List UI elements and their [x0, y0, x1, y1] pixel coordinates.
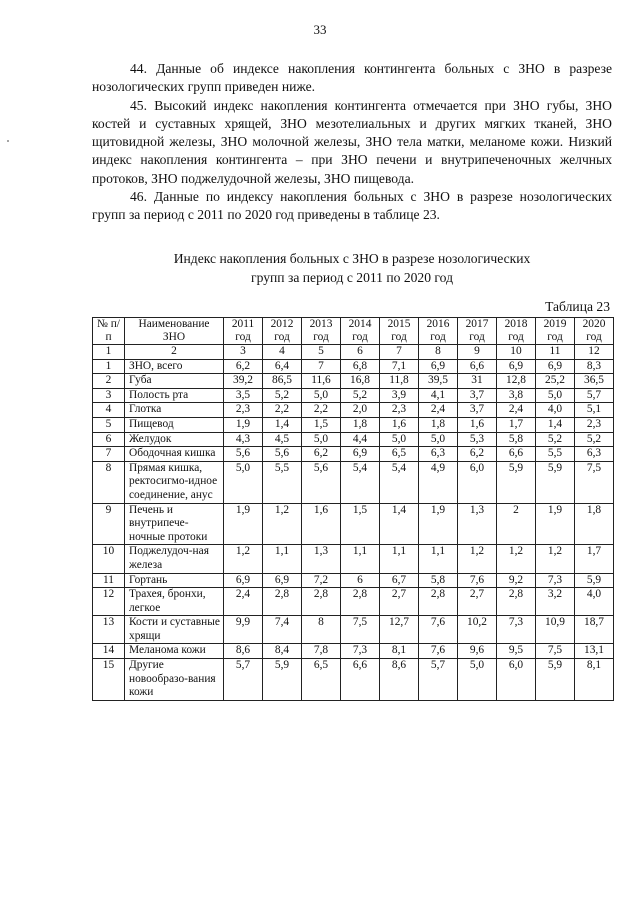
index-value-cell: 6,2 [458, 447, 497, 462]
index-value-cell: 6,0 [458, 461, 497, 503]
index-value-cell: 1,9 [419, 503, 458, 545]
index-value-cell: 7,5 [575, 461, 614, 503]
body-text [92, 60, 612, 225]
paragraph-44: 44. Данные об индексе накопления контингента больных с ЗНО в разрезе нозологических групп приведен ниже. [92, 61, 612, 95]
index-value-cell: 6,2 [302, 447, 341, 462]
table-row [93, 374, 614, 389]
neoplasm-name-cell: Прямая кишка, ректосигмо-идное соединение, анус [125, 461, 224, 503]
index-value-cell: 8,1 [575, 659, 614, 701]
index-value-cell: 5,7 [419, 659, 458, 701]
table-row [93, 573, 614, 588]
row-number-cell: 4 [93, 403, 125, 418]
row-number-cell: 15 [93, 659, 125, 701]
index-value-cell: 1,6 [458, 417, 497, 432]
row-number-cell: 5 [93, 417, 125, 432]
index-value-cell: 5,0 [458, 659, 497, 701]
table-row [93, 545, 614, 573]
column-header: 2014 год [341, 318, 380, 345]
column-number-cell: 8 [419, 345, 458, 360]
index-value-cell: 1,9 [536, 503, 575, 545]
column-number-cell: 9 [458, 345, 497, 360]
index-value-cell: 8,1 [380, 644, 419, 659]
index-value-cell: 11,6 [302, 374, 341, 389]
index-value-cell: 10,9 [536, 616, 575, 644]
index-value-cell: 1,5 [341, 503, 380, 545]
index-value-cell: 7,5 [536, 644, 575, 659]
index-value-cell: 5,9 [536, 659, 575, 701]
column-header: 2018 год [497, 318, 536, 345]
scan-speck [7, 140, 9, 142]
index-value-cell: 7,3 [536, 573, 575, 588]
index-value-cell: 7,4 [263, 616, 302, 644]
column-number-row [93, 345, 614, 360]
index-value-cell: 7,6 [458, 573, 497, 588]
index-value-cell: 1,7 [575, 545, 614, 573]
index-value-cell: 6,8 [341, 359, 380, 374]
neoplasm-name-cell: Глотка [125, 403, 224, 418]
index-value-cell: 5,6 [302, 461, 341, 503]
index-value-cell: 5,4 [380, 461, 419, 503]
index-value-cell: 2,8 [302, 588, 341, 616]
index-value-cell: 3,7 [458, 403, 497, 418]
table-label: Таблица 23 [545, 299, 610, 314]
column-header: 2019 год [536, 318, 575, 345]
index-value-cell: 1,9 [224, 503, 263, 545]
data-table [92, 317, 614, 701]
column-header: 2011 год [224, 318, 263, 345]
table-row [93, 503, 614, 545]
index-value-cell: 4,4 [341, 432, 380, 447]
index-value-cell: 4,0 [536, 403, 575, 418]
index-value-cell: 2,7 [380, 588, 419, 616]
index-value-cell: 11,8 [380, 374, 419, 389]
index-value-cell: 8,3 [575, 359, 614, 374]
index-value-cell: 1,1 [263, 545, 302, 573]
index-value-cell: 9,9 [224, 616, 263, 644]
index-value-cell: 7 [302, 359, 341, 374]
index-value-cell: 7,8 [302, 644, 341, 659]
index-value-cell: 6,9 [419, 359, 458, 374]
column-header: 2016 год [419, 318, 458, 345]
table-header-row [93, 318, 614, 345]
index-value-cell: 1,1 [380, 545, 419, 573]
index-value-cell: 6,5 [302, 659, 341, 701]
index-value-cell: 2,3 [224, 403, 263, 418]
column-number-cell: 12 [575, 345, 614, 360]
table-body [93, 345, 614, 701]
index-value-cell: 5,2 [263, 388, 302, 403]
index-value-cell: 1,4 [380, 503, 419, 545]
index-value-cell: 6,3 [575, 447, 614, 462]
index-value-cell: 5,2 [536, 432, 575, 447]
index-value-cell: 9,5 [497, 644, 536, 659]
table-title [92, 249, 612, 287]
index-value-cell: 2,8 [497, 588, 536, 616]
column-number-cell: 10 [497, 345, 536, 360]
neoplasm-name-cell: Кости и суставные хрящи [125, 616, 224, 644]
table-row [93, 616, 614, 644]
index-value-cell: 86,5 [263, 374, 302, 389]
index-value-cell: 39,2 [224, 374, 263, 389]
index-value-cell: 3,7 [458, 388, 497, 403]
index-value-cell: 5,2 [575, 432, 614, 447]
index-value-cell: 5,9 [497, 461, 536, 503]
index-value-cell: 6,0 [497, 659, 536, 701]
index-value-cell: 2,8 [263, 588, 302, 616]
column-header: 2015 год [380, 318, 419, 345]
index-value-cell: 2,4 [419, 403, 458, 418]
index-value-cell: 1,8 [575, 503, 614, 545]
column-number-cell: 3 [224, 345, 263, 360]
row-number-cell: 3 [93, 388, 125, 403]
index-value-cell: 7,5 [341, 616, 380, 644]
table-title-line-1: Индекс накопления больных с ЗНО в разрезе нозологических [173, 251, 531, 266]
index-value-cell: 5,9 [575, 573, 614, 588]
index-value-cell: 1,8 [341, 417, 380, 432]
table-row [93, 461, 614, 503]
index-value-cell: 10,2 [458, 616, 497, 644]
index-value-cell: 1,4 [263, 417, 302, 432]
index-value-cell: 9,6 [458, 644, 497, 659]
column-header: № п/п [93, 318, 125, 345]
index-value-cell: 7,3 [497, 616, 536, 644]
index-value-cell: 6,6 [458, 359, 497, 374]
neoplasm-name-cell: Меланома кожи [125, 644, 224, 659]
accumulation-index-table [92, 317, 613, 701]
index-value-cell: 5,8 [419, 573, 458, 588]
neoplasm-name-cell: ЗНО, всего [125, 359, 224, 374]
index-value-cell: 2,0 [341, 403, 380, 418]
column-header: 2012 год [263, 318, 302, 345]
row-number-cell: 8 [93, 461, 125, 503]
column-number-cell: 5 [302, 345, 341, 360]
index-value-cell: 1,1 [341, 545, 380, 573]
neoplasm-name-cell: Желудок [125, 432, 224, 447]
index-value-cell: 25,2 [536, 374, 575, 389]
table-row [93, 359, 614, 374]
index-value-cell: 12,8 [497, 374, 536, 389]
neoplasm-name-cell: Губа [125, 374, 224, 389]
index-value-cell: 5,0 [419, 432, 458, 447]
index-value-cell: 1,3 [302, 545, 341, 573]
index-value-cell: 1,6 [302, 503, 341, 545]
index-value-cell: 31 [458, 374, 497, 389]
index-value-cell: 1,2 [224, 545, 263, 573]
index-value-cell: 6,3 [419, 447, 458, 462]
index-value-cell: 6,9 [341, 447, 380, 462]
row-number-cell: 1 [93, 359, 125, 374]
index-value-cell: 8,4 [263, 644, 302, 659]
index-value-cell: 2,3 [575, 417, 614, 432]
index-value-cell: 6,5 [380, 447, 419, 462]
index-value-cell: 3,5 [224, 388, 263, 403]
index-value-cell: 6,2 [224, 359, 263, 374]
index-value-cell: 6,9 [497, 359, 536, 374]
table-row [93, 417, 614, 432]
index-value-cell: 5,0 [302, 432, 341, 447]
index-value-cell: 4,1 [419, 388, 458, 403]
index-value-cell: 1,2 [458, 545, 497, 573]
table-row [93, 403, 614, 418]
index-value-cell: 1,6 [380, 417, 419, 432]
index-value-cell: 3,9 [380, 388, 419, 403]
index-value-cell: 5,5 [536, 447, 575, 462]
index-value-cell: 4,9 [419, 461, 458, 503]
neoplasm-name-cell: Пищевод [125, 417, 224, 432]
index-value-cell: 6,9 [224, 573, 263, 588]
index-value-cell: 1,8 [419, 417, 458, 432]
index-value-cell: 2,4 [497, 403, 536, 418]
index-value-cell: 5,0 [536, 388, 575, 403]
index-value-cell: 5,0 [224, 461, 263, 503]
index-value-cell: 5,9 [536, 461, 575, 503]
row-number-cell: 6 [93, 432, 125, 447]
index-value-cell: 5,6 [263, 447, 302, 462]
column-number-cell: 7 [380, 345, 419, 360]
index-value-cell: 1,4 [536, 417, 575, 432]
index-value-cell: 2,3 [380, 403, 419, 418]
index-value-cell: 1,7 [497, 417, 536, 432]
column-number-cell: 1 [93, 345, 125, 360]
index-value-cell: 5,5 [263, 461, 302, 503]
index-value-cell: 6,4 [263, 359, 302, 374]
index-value-cell: 5,1 [575, 403, 614, 418]
index-value-cell: 1,1 [419, 545, 458, 573]
row-number-cell: 14 [93, 644, 125, 659]
index-value-cell: 7,1 [380, 359, 419, 374]
index-value-cell: 3,2 [536, 588, 575, 616]
table-row [93, 659, 614, 701]
page-number: 33 [313, 22, 327, 37]
index-value-cell: 4,5 [263, 432, 302, 447]
index-value-cell: 5,0 [380, 432, 419, 447]
index-value-cell: 5,7 [224, 659, 263, 701]
neoplasm-name-cell: Печень и внутрипече-ночные протоки [125, 503, 224, 545]
index-value-cell: 5,0 [302, 388, 341, 403]
index-value-cell: 6,6 [341, 659, 380, 701]
index-value-cell: 1,9 [224, 417, 263, 432]
index-value-cell: 2,4 [224, 588, 263, 616]
index-value-cell: 1,3 [458, 503, 497, 545]
neoplasm-name-cell: Поджелудоч-ная железа [125, 545, 224, 573]
index-value-cell: 39,5 [419, 374, 458, 389]
table-title-line-2: групп за период с 2011 по 2020 год [251, 270, 453, 285]
column-header: 2013 год [302, 318, 341, 345]
index-value-cell: 5,3 [458, 432, 497, 447]
index-value-cell: 2,8 [341, 588, 380, 616]
row-number-cell: 9 [93, 503, 125, 545]
index-value-cell: 5,2 [341, 388, 380, 403]
neoplasm-name-cell: Трахея, бронхи, легкое [125, 588, 224, 616]
neoplasm-name-cell: Гортань [125, 573, 224, 588]
column-number-cell: 11 [536, 345, 575, 360]
table-row [93, 447, 614, 462]
column-header: Наименование ЗНО [125, 318, 224, 345]
column-number-cell: 2 [125, 345, 224, 360]
index-value-cell: 36,5 [575, 374, 614, 389]
index-value-cell: 2,2 [302, 403, 341, 418]
index-value-cell: 16,8 [341, 374, 380, 389]
index-value-cell: 4,3 [224, 432, 263, 447]
index-value-cell: 1,2 [263, 503, 302, 545]
index-value-cell: 6,9 [263, 573, 302, 588]
row-number-cell: 11 [93, 573, 125, 588]
column-header: 2020 год [575, 318, 614, 345]
row-number-cell: 10 [93, 545, 125, 573]
table-row [93, 644, 614, 659]
index-value-cell: 6,6 [497, 447, 536, 462]
index-value-cell: 2 [497, 503, 536, 545]
index-value-cell: 5,6 [224, 447, 263, 462]
index-value-cell: 9,2 [497, 573, 536, 588]
column-header: 2017 год [458, 318, 497, 345]
index-value-cell: 13,1 [575, 644, 614, 659]
index-value-cell: 6 [341, 573, 380, 588]
neoplasm-name-cell: Полость рта [125, 388, 224, 403]
paragraph-46: 46. Данные по индексу накопления больных с ЗНО в разрезе нозологических групп за период с 2011 по 2020 год приведены в таблице 23. [92, 189, 612, 223]
index-value-cell: 7,3 [341, 644, 380, 659]
index-value-cell: 12,7 [380, 616, 419, 644]
index-value-cell: 5,8 [497, 432, 536, 447]
row-number-cell: 7 [93, 447, 125, 462]
index-value-cell: 7,6 [419, 616, 458, 644]
index-value-cell: 1,2 [497, 545, 536, 573]
row-number-cell: 2 [93, 374, 125, 389]
index-value-cell: 2,7 [458, 588, 497, 616]
index-value-cell: 5,4 [341, 461, 380, 503]
neoplasm-name-cell: Другие новообразо-вания кожи [125, 659, 224, 701]
table-row [93, 388, 614, 403]
paragraph-45: 45. Высокий индекс накопления контингента отмечается при ЗНО губы, ЗНО костей и суставных хрящей, ЗНО мезотелиальных и других мягких тканей, ЗНО щитовидной железы, ЗНО молочной железы, ЗНО тела матки, меланоме кожи. Низкий индекс накопления контингента – при ЗНО печени и внутрипеченочных желчных протоков, ЗНО поджелудочной железы, ЗНО пищевода. [92, 97, 612, 186]
table-row [93, 588, 614, 616]
column-number-cell: 6 [341, 345, 380, 360]
index-value-cell: 6,7 [380, 573, 419, 588]
index-value-cell: 7,6 [419, 644, 458, 659]
index-value-cell: 7,2 [302, 573, 341, 588]
index-value-cell: 5,7 [575, 388, 614, 403]
row-number-cell: 12 [93, 588, 125, 616]
index-value-cell: 5,9 [263, 659, 302, 701]
neoplasm-name-cell: Ободочная кишка [125, 447, 224, 462]
index-value-cell: 3,8 [497, 388, 536, 403]
index-value-cell: 8 [302, 616, 341, 644]
row-number-cell: 13 [93, 616, 125, 644]
index-value-cell: 1,2 [536, 545, 575, 573]
table-row [93, 432, 614, 447]
index-value-cell: 18,7 [575, 616, 614, 644]
index-value-cell: 8,6 [224, 644, 263, 659]
index-value-cell: 2,8 [419, 588, 458, 616]
index-value-cell: 6,9 [536, 359, 575, 374]
index-value-cell: 4,0 [575, 588, 614, 616]
index-value-cell: 2,2 [263, 403, 302, 418]
index-value-cell: 1,5 [302, 417, 341, 432]
column-number-cell: 4 [263, 345, 302, 360]
index-value-cell: 8,6 [380, 659, 419, 701]
